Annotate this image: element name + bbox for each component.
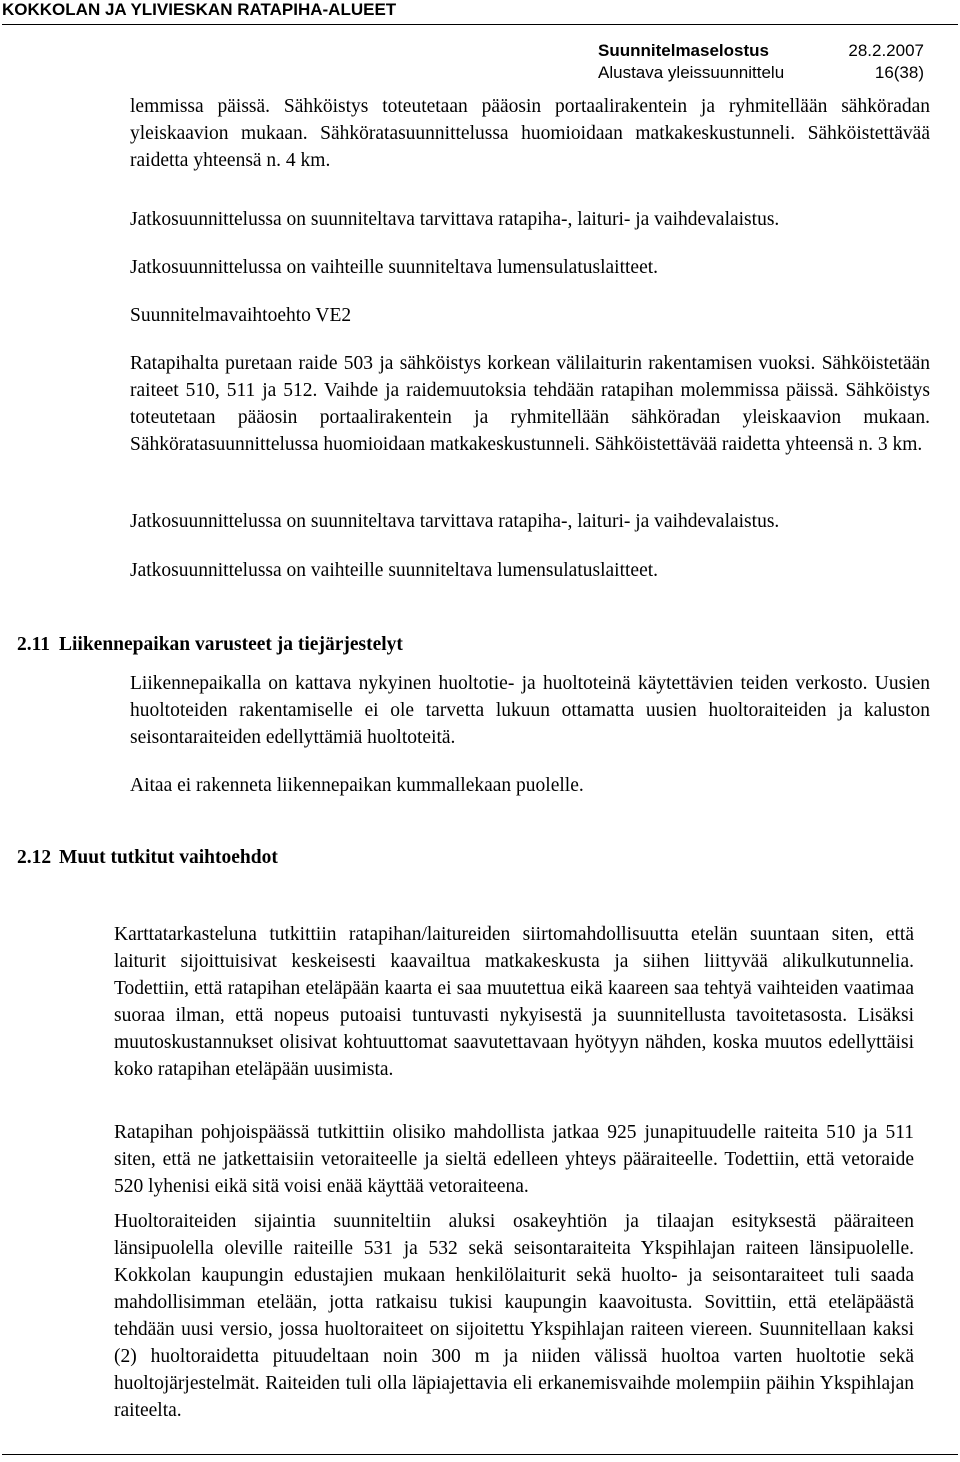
- ve2-jatko-lumensulatus: Jatkosuunnittelussa on vaihteille suunniteltava lumensulatuslaitteet.: [130, 560, 659, 581]
- doc-date: 28.2.2007: [848, 41, 924, 60]
- ve2-paragraph: Ratapihalta puretaan raide 503 ja sähköistys korkean välilaiturin rakentamisen vuoksi. Sähköistetään raiteet 510, 511 ja 512. Vaihde ja raidemuutoksia tehdään ratapihan molemmissa päissä. Sähköistys toteutetaan pääosin portaalirakentein ja ryhmitellään sähköradan yleiskaavion mukaan. Sähköratasuunnittelussa huomioidaan matkakeskustunneli. Sähköistettävää raidetta yhteensä n. 3 km.: [130, 353, 930, 455]
- section-2-11-paragraph-1: Liikennepaikalla on kattava nykyinen huoltotie- ja huoltoteinä käytettävien teiden verkosto. Uusien huoltoteiden rakentamiselle ei ole tarvetta lukuun ottamatta uusien huoltoraiteiden ja kaluston seisontaraiteiden edellyttämiä huoltoteitä.: [130, 673, 930, 748]
- section-2-12-heading: [17, 844, 278, 871]
- ve1-paragraph-end: lemmissa päissä. Sähköistys toteutetaan pääosin portaalirakentein ja ryhmitellään sähköradan yleiskaavion mukaan. Sähköratasuunnittelussa huomioidaan matkakeskustunneli. Sähköistettävää raidetta yhteensä n. 4 km.: [130, 96, 930, 171]
- section-2-11-number: 2.11: [17, 634, 51, 655]
- section-2-11-paragraph-2: Aitaa ei rakenneta liikennepaikan kummallekaan puolelle.: [130, 775, 584, 796]
- header-meta: [598, 40, 924, 84]
- doc-subtitle: Alustava yleissuunnittelu: [598, 63, 785, 82]
- section-2-12-paragraph-1: Karttatarkasteluna tutkittiin ratapihan/laitureiden siirtomahdollisuutta etelän suuntaan siten, että laiturit sijoittuisivat keskeisesti kaavailtua matkakeskusta ja siihen liittyvää alikulkutunnelia. Todettiin, että ratapihan eteläpään kaarta ei saa muutettua eikä kaareen saa tehtyä vaihteiden vaatimaa suoraa ilman, että nopeus putoaisi tuntuvasti nykyisestä ja suunnitellusta tavoitetasosta. Lisäksi muutoskustannukset olisivat kohtuuttomat saavutettavaan hyötyyn nähden, koska muutos edellyttäisi koko ratapihan eteläpään uusimista.: [114, 924, 914, 1080]
- section-2-12-title: Muut tutkitut vaihtoehdot: [59, 847, 278, 868]
- ve1-jatko-lumensulatus: Jatkosuunnittelussa on vaihteille suunniteltava lumensulatuslaitteet.: [130, 257, 659, 278]
- section-2-12-number: 2.12: [17, 847, 52, 868]
- section-2-11-heading: [17, 631, 403, 658]
- section-2-11-title: Liikennepaikan varusteet ja tiejärjestelyt: [59, 634, 403, 655]
- org-title: KOKKOLAN JA YLIVIESKAN RATAPIHA-ALUEET: [2, 0, 397, 19]
- section-2-12-paragraph-2: Ratapihan pohjoispäässä tutkittiin olisiko mahdollista jatkaa 925 junapituudelle raiteita 510 ja 511 siten, että ne jatkettaisiin vetoraiteelle ja sieltä edelleen yhteys pääraiteelle. Todettiin, että vetoraide 520 lyhenisi eikä sitä voisi enää käyttää vetoraiteena.: [114, 1122, 914, 1197]
- header-divider-top: [2, 24, 958, 25]
- page-number: 16(38): [874, 63, 924, 82]
- section-2-12-paragraph-3: Huoltoraiteiden sijaintia suunniteltiin aluksi osakeyhtiön ja tilaajan esityksestä pääraiteen länsipuolella oleville raiteille 531 ja 532 sekä seisontaraiteita Ykspihlajan raiteen länsipuolelle. Kokkolan kaupungin edustajien mukaan henkilölaiturit sekä huolto- ja seisontaraiteet tuli saada mahdollisimman etelään, jotta ratkaisu tukisi kaupungin kaavoitusta. Sovittiin, että eteläpäästä tehdään uusi versio, jossa huoltoraiteet on sijoitettu Ykspihlajan raiteen viereen. Suunnitellaan kaksi (2) huoltoraidetta pituudeltaan noin 300 m ja niiden välissä huoltoa varten huoltotie sekä huoltojärjestelmät. Raiteiden tuli olla läpiajettavia eli erkanemisvaihde molempiin päihin Ykspihlajan raiteelta.: [114, 1211, 914, 1421]
- ve1-jatko-valaistus: Jatkosuunnittelussa on suunniteltava tarvittava ratapiha-, laituri- ja vaihdevalaistus.: [130, 209, 780, 230]
- ve2-title: Suunnitelmavaihtoehto VE2: [130, 305, 352, 326]
- footer-divider: [2, 1454, 958, 1455]
- ve2-jatko-valaistus: Jatkosuunnittelussa on suunniteltava tarvittava ratapiha-, laituri- ja vaihdevalaistus.: [130, 511, 780, 532]
- doc-type: Suunnitelmaselostus: [598, 41, 769, 60]
